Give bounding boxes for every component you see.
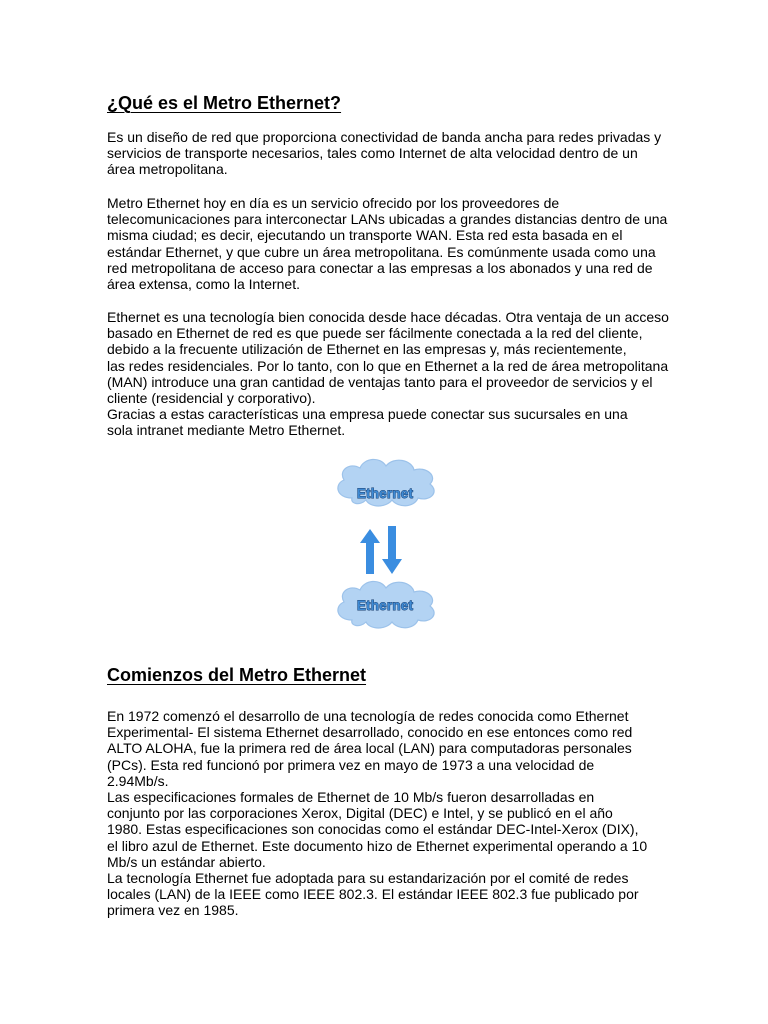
text-line: cliente (residencial y corporativo). [107,390,316,407]
text-line: Metro Ethernet hoy en día es un servicio ofrecido por los proveedores de [107,195,560,211]
text-line: área extensa, como la Internet. [107,276,300,293]
paragraph-ventajas [107,309,669,439]
bottom-cloud-label: Ethernet [356,598,414,613]
text-line: estándar Ethernet, y que cubre un área metropolitana. Es comúnmente usada como una [107,243,656,260]
text-line: En 1972 comenzó el desarrollo de una tecnología de redes conocida como Ethernet [107,708,629,724]
text-line: conjunto por las corporaciones Xerox, Digital (DEC) e Intel, y se publicó en el año [107,805,613,822]
text-line: debido a la frecuente utilización de Ethernet en las empresas y, más recientemente, [107,341,627,358]
text-line: Es un diseño de red que proporciona conectividad de banda ancha para redes privadas y [107,129,662,145]
text-line: Las especificaciones formales de Ethernet de 10 Mb/s fueron desarrolladas en [107,789,595,806]
text-line: Gracias a estas características una empresa puede conectar sus sucursales en una [107,406,628,423]
text-line: basado en Ethernet de red es que puede ser fácilmente conectada a la red del cliente, [107,325,643,342]
text-line: Ethernet es una tecnología bien conocida desde hace décadas. Otra ventaja de un acceso [107,309,669,325]
text-line: área metropolitana. [107,161,228,178]
ethernet-diagram [330,458,440,640]
text-line: sola intranet mediante Metro Ethernet. [107,422,346,439]
text-line: telecomunicaciones para interconectar LANs ubicadas a grandes distancias dentro de una [107,211,668,228]
text-line: Mb/s un estándar abierto. [107,853,266,870]
text-line: (MAN) introduce una gran cantidad de ventajas tanto para el proveedor de servicios y el [107,373,653,390]
text-line: ALTO ALOHA, fue la primera red de área local (LAN) para computadoras personales [107,740,632,757]
text-line: misma ciudad; es decir, ejecutando un transporte WAN. Esta red esta basada en el [107,227,623,244]
text-line: 2.94Mb/s. [107,772,169,789]
paragraph-comienzos [107,708,647,919]
paragraph-intro [107,129,661,178]
text-line: el libro azul de Ethernet. Este documento hizo de Ethernet experimental operando a 10 [107,837,648,854]
text-line: primera vez en 1985. [107,902,239,919]
paragraph-servicio [107,195,667,292]
text-line: 1980. Estas especificaciones son conocidas como el estándar DEC-Intel-Xerox (DIX), [107,821,639,838]
section-title-comienzos: Comienzos del Metro Ethernet [107,665,367,685]
section-title-que-es: ¿Qué es el Metro Ethernet? [107,93,342,113]
text-line: Experimental- El sistema Ethernet desarrollado, conocido en ese entonces como red [107,724,633,741]
text-line: red metropolitana de acceso para conectar a las empresas a los abonados y una red de [107,259,653,276]
ethernet-diagram-svg [330,458,440,640]
top-cloud-label: Ethernet [356,486,414,501]
arrow-down-icon [382,526,402,574]
text-line: las redes residenciales. Por lo tanto, con lo que en Ethernet a la red de área metropolitana [107,357,669,374]
text-line: La tecnología Ethernet fue adoptada para su estandarización por el comité de redes [107,870,629,887]
arrow-up-icon [360,529,380,574]
text-line: locales (LAN) de la IEEE como IEEE 802.3. El estándar IEEE 802.3 fue publicado por [107,886,639,903]
text-line: servicios de transporte necesarios, tales como Internet de alta velocidad dentro de un [107,145,638,162]
text-line: (PCs). Esta red funcionó por primera vez en mayo de 1973 a una velocidad de [107,756,595,773]
